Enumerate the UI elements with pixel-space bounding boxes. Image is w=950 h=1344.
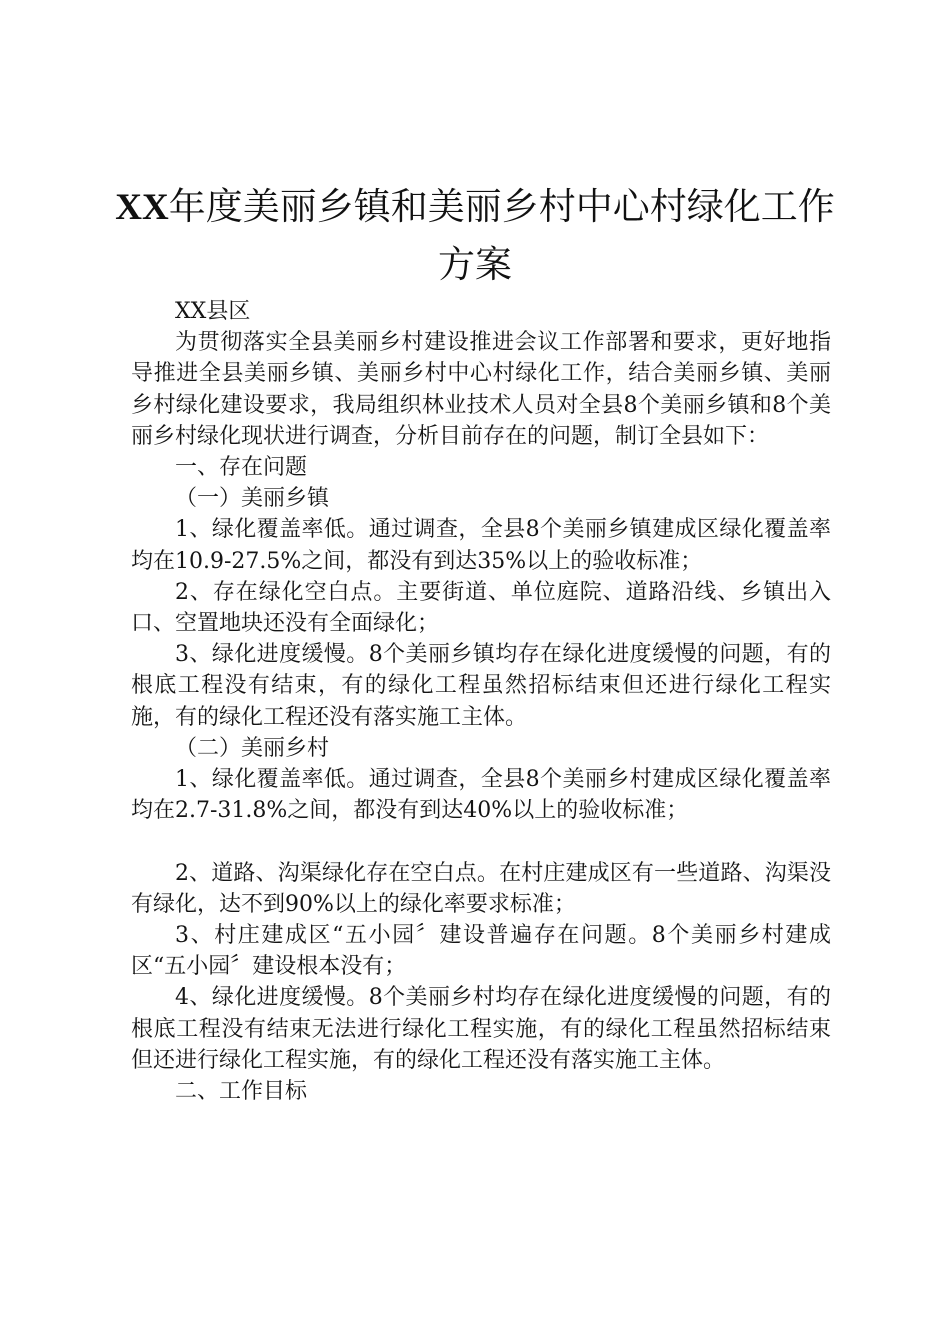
paragraph-gap (131, 826, 831, 857)
section-heading-goals: 二、工作目标 (175, 1079, 308, 1105)
intro-paragraph: 为贯彻落实全县美丽乡村建设推进会议工作部署和要求，更好地指导推进全县美丽乡镇、美丽乡村中心村绿化工作，结合美丽乡镇、美丽乡村绿化建设要求，我局组织林业技术人员对全县8个美丽乡镇和8个美丽乡村绿化现状进行调查，分析目前存在的问题，制订全县如下： (131, 330, 831, 449)
paragraph-village-item-1: 1、绿化覆盖率低。通过调查，全县8个美丽乡村建成区绿化覆盖率均在2.7-31.8%之间，都没有到达40%以上的验收标准； (131, 767, 831, 824)
paragraph-village-item-2: 2、道路、沟渠绿化存在空白点。在村庄建成区有一些道路、沟渠没有绿化，达不到90%以上的绿化率要求标准； (131, 860, 831, 917)
paragraph-town-item-3: 3、绿化进度缓慢。8个美丽乡镇均存在绿化进度缓慢的问题，有的根底工程没有结束，有的绿化工程虽然招标结束但还进行绿化工程实施，有的绿化工程还没有落实施工主体。 (131, 642, 831, 730)
issuer-line: XX县区 (175, 299, 251, 324)
title-prefix: XX (115, 187, 169, 228)
title-text: 年度美丽乡镇和美丽乡村中心村绿化工作 (168, 185, 835, 228)
subsection-heading-towns: （一）美丽乡镇 (175, 486, 330, 512)
paragraph-town-item-2: 2、存在绿化空白点。主要街道、单位庭院、道路沿线、乡镇出入口、空置地块还没有全面绿化； (131, 579, 831, 637)
document-body (131, 296, 831, 1107)
paragraph-village-item-3: 3、村庄建成区“五小园〞建设普遍存在问题。8个美丽乡村建成区“五小园〞建设根本没有； (131, 923, 831, 980)
paragraph-village-item-4: 4、绿化进度缓慢。8个美丽乡村均存在绿化进度缓慢的问题，有的根底工程没有结束无法进行绿化工程实施，有的绿化工程虽然招标结束但还进行绿化工程实施，有的绿化工程还没有落实施工主体。 (131, 985, 831, 1073)
paragraph-town-item-1: 1、绿化覆盖率低。通过调查，全县8个美丽乡镇建成区绿化覆盖率均在10.9-27.5%之间，都没有到达35%以上的验收标准； (131, 517, 831, 574)
section-heading-problems: 一、存在问题 (175, 455, 308, 481)
document-title-line-1 (110, 178, 840, 237)
document-title-line-2: 方案 (438, 243, 512, 286)
subsection-heading-villages: （二）美丽乡村 (175, 735, 330, 761)
